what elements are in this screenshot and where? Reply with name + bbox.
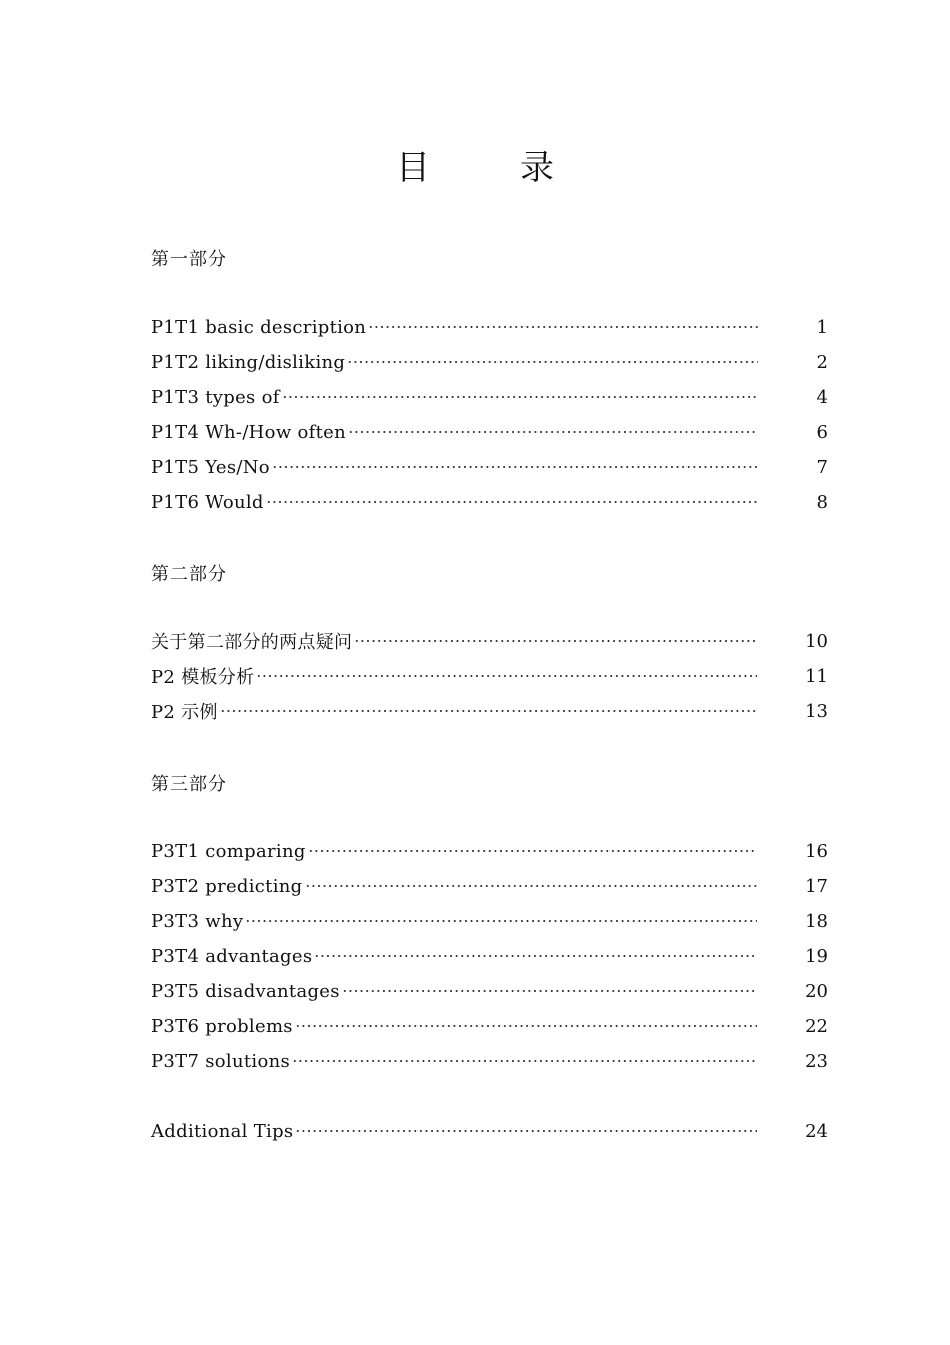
toc-entry-label: P3T7 solutions [151, 1050, 291, 1072]
dot-leader [348, 431, 758, 433]
section-heading-part-2: 第二部分 [151, 564, 227, 585]
toc-entry-label: P3T3 why [151, 910, 244, 932]
toc-entry[interactable] [151, 838, 828, 864]
toc-entry-label: P3T2 predicting [151, 875, 303, 897]
toc-entry-page: 22 [805, 1015, 828, 1037]
dot-leader [245, 920, 757, 922]
toc-entry[interactable] [151, 628, 828, 654]
dot-leader [368, 326, 758, 328]
toc-entry-label: P3T6 problems [151, 1015, 293, 1037]
toc-entry-page: 2 [816, 351, 828, 373]
toc-entry-page: 6 [816, 421, 828, 443]
toc-entry[interactable] [151, 349, 828, 375]
dot-leader [292, 1060, 757, 1062]
toc-entry[interactable] [151, 314, 828, 340]
toc-entry[interactable] [151, 943, 828, 969]
toc-entry-page: 11 [805, 665, 828, 687]
dot-leader [354, 640, 757, 642]
toc-entry[interactable] [151, 384, 828, 410]
toc-entry-page: 7 [816, 456, 828, 478]
toc-entry-page: 16 [805, 840, 828, 862]
toc-entry-page: 4 [816, 386, 828, 408]
toc-entry-page: 23 [805, 1050, 828, 1072]
dot-leader [347, 361, 758, 363]
dot-leader [342, 990, 757, 992]
toc-entry-label: P3T5 disadvantages [151, 980, 340, 1002]
toc-entry-label: P2 示例 [151, 702, 218, 723]
toc-entry[interactable] [151, 698, 828, 724]
toc-entry-label: P3T4 advantages [151, 945, 313, 967]
toc-entry-page: 8 [816, 491, 828, 513]
dot-leader [282, 396, 758, 398]
toc-entry-label: P1T3 types of [151, 386, 280, 408]
toc-entry[interactable] [151, 454, 828, 480]
dot-leader [295, 1025, 757, 1027]
toc-entry-page: 13 [805, 700, 828, 722]
dot-leader [256, 675, 757, 677]
toc-entry-label: P1T1 basic description [151, 316, 367, 338]
toc-entry[interactable] [151, 489, 828, 515]
toc-entry-page: 19 [805, 945, 828, 967]
toc-entry[interactable] [151, 1013, 828, 1039]
toc-entry[interactable] [151, 419, 828, 445]
toc-entry-label: P1T4 Wh-/How often [151, 421, 347, 443]
page-title: 目 录 [396, 148, 582, 188]
toc-entry-page: 18 [805, 910, 828, 932]
dot-leader [266, 501, 758, 503]
toc-entry-additional-tips[interactable] [151, 1118, 828, 1144]
dot-leader [220, 710, 757, 712]
toc-entry-label: P3T1 comparing [151, 840, 306, 862]
section-heading-part-1: 第一部分 [151, 249, 227, 270]
toc-entry[interactable] [151, 978, 828, 1004]
toc-entry-label: P2 模板分析 [151, 667, 255, 688]
toc-entry-label: P1T2 liking/disliking [151, 351, 346, 373]
toc-entry[interactable] [151, 663, 828, 689]
section-heading-part-3: 第三部分 [151, 774, 227, 795]
toc-entry-label: P1T6 Would [151, 491, 264, 513]
dot-leader [314, 955, 757, 957]
dot-leader [295, 1130, 757, 1132]
toc-entry-page: 10 [805, 630, 828, 652]
toc-entry-page: 17 [805, 875, 828, 897]
toc-entry-page: 20 [805, 980, 828, 1002]
toc-entry[interactable] [151, 873, 828, 899]
dot-leader [272, 466, 758, 468]
toc-entry[interactable] [151, 1048, 828, 1074]
toc-entry-page: 24 [805, 1120, 828, 1142]
dot-leader [305, 885, 758, 887]
toc-entry-label: P1T5 Yes/No [151, 456, 270, 478]
toc-entry[interactable] [151, 908, 828, 934]
toc-entry-label: Additional Tips [151, 1120, 294, 1142]
toc-entry-page: 1 [816, 316, 828, 338]
toc-entry-label: 关于第二部分的两点疑问 [151, 632, 353, 653]
dot-leader [308, 850, 757, 852]
